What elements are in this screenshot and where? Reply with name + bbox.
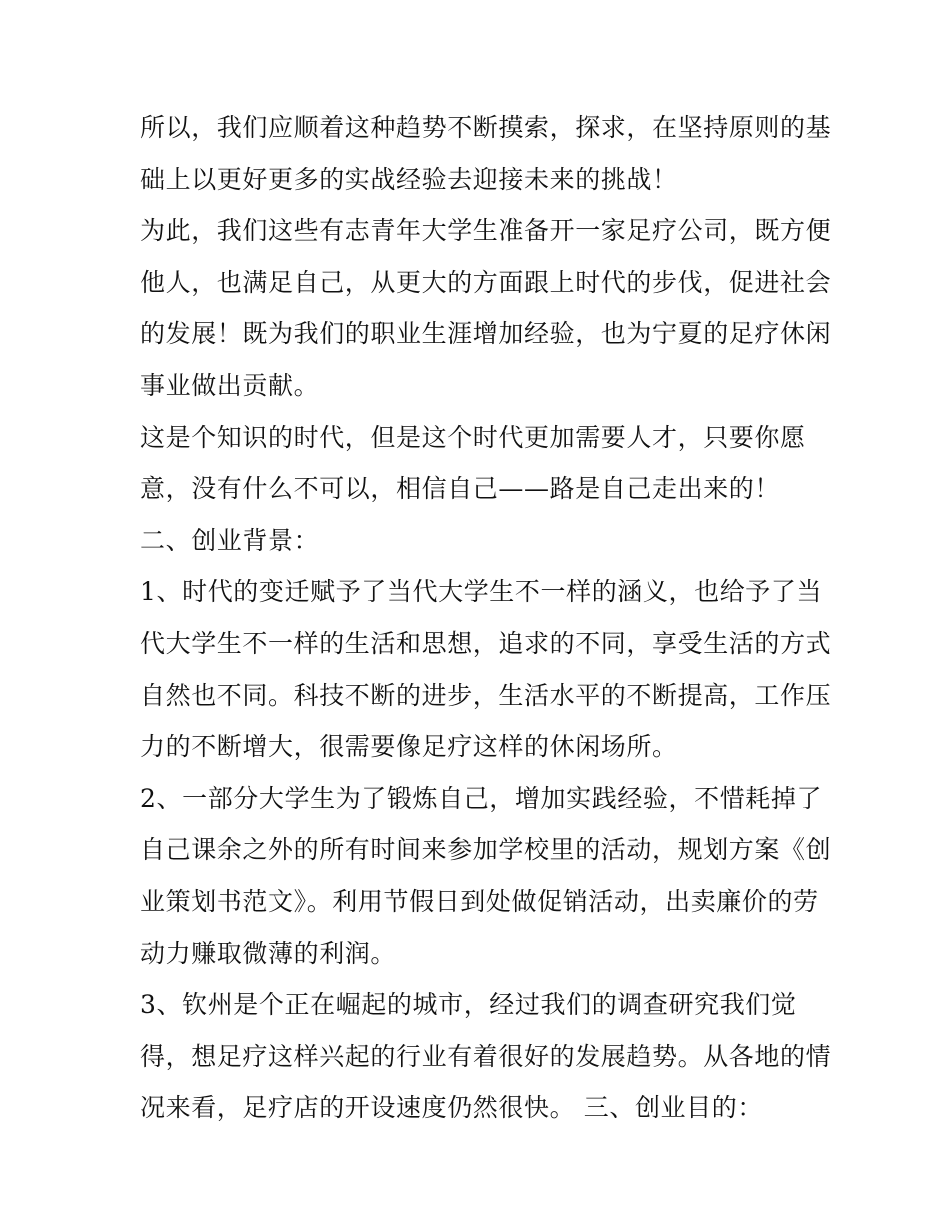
text-line: 代大学生不一样的生活和思想，追求的不同，享受生活的方式 (140, 628, 832, 658)
text-line: 他人，也满足自己，从更大的方面跟上时代的步伐，促进社会 (140, 267, 832, 297)
document-body (140, 102, 832, 1134)
text-line: 础上以更好更多的实战经验去迎接未来的挑战！ (140, 164, 678, 194)
text-line: 自己课余之外的所有时间来参加学校里的活动，规划方案《创 (140, 835, 832, 865)
text-line: 所以，我们应顺着这种趋势不断摸索，探求，在坚持原则的基 (140, 113, 832, 142)
text-line: 自然也不同。科技不断的进步，生活水平的不断提高，工作压 (140, 680, 832, 710)
text-line: 为此，我们这些有志青年大学生准备开一家足疗公司，既方便 (140, 216, 832, 246)
text-line: 2、一部分大学生为了锻炼自己，增加实践经验，不惜耗掉了 (140, 783, 823, 813)
text-line: 这是个知识的时代，但是这个时代更加需要人才，只要你愿 (140, 422, 806, 452)
section-heading: 二、创业背景： (140, 525, 320, 555)
text-line: 得，想足疗这样兴起的行业有着很好的发展趋势。从各地的情 (140, 1041, 832, 1071)
text-line: 力的不断增大，很需要像足疗这样的休闲场所。 (140, 732, 678, 762)
text-line: 1、时代的变迁赋予了当代大学生不一样的涵义，也给予了当 (140, 577, 823, 607)
text-line: 的发展！既为我们的职业生涯增加经验，也为宁夏的足疗休闲 (140, 319, 832, 349)
text-line: 动力赚取微薄的利润。 (140, 938, 397, 968)
text-line: 事业做出贡献。 (140, 370, 320, 400)
text-line: 意，没有什么不可以，相信自己——路是自己走出来的！ (140, 474, 781, 504)
text-line: 3、钦州是个正在崛起的城市，经过我们的调查研究我们觉 (140, 990, 797, 1020)
text-line: 业策划书范文》。利用节假日到处做促销活动，出卖廉价的劳 (140, 886, 819, 916)
text-line: 况来看，足疗店的开设速度仍然很快。 三、创业目的： (140, 1093, 763, 1123)
